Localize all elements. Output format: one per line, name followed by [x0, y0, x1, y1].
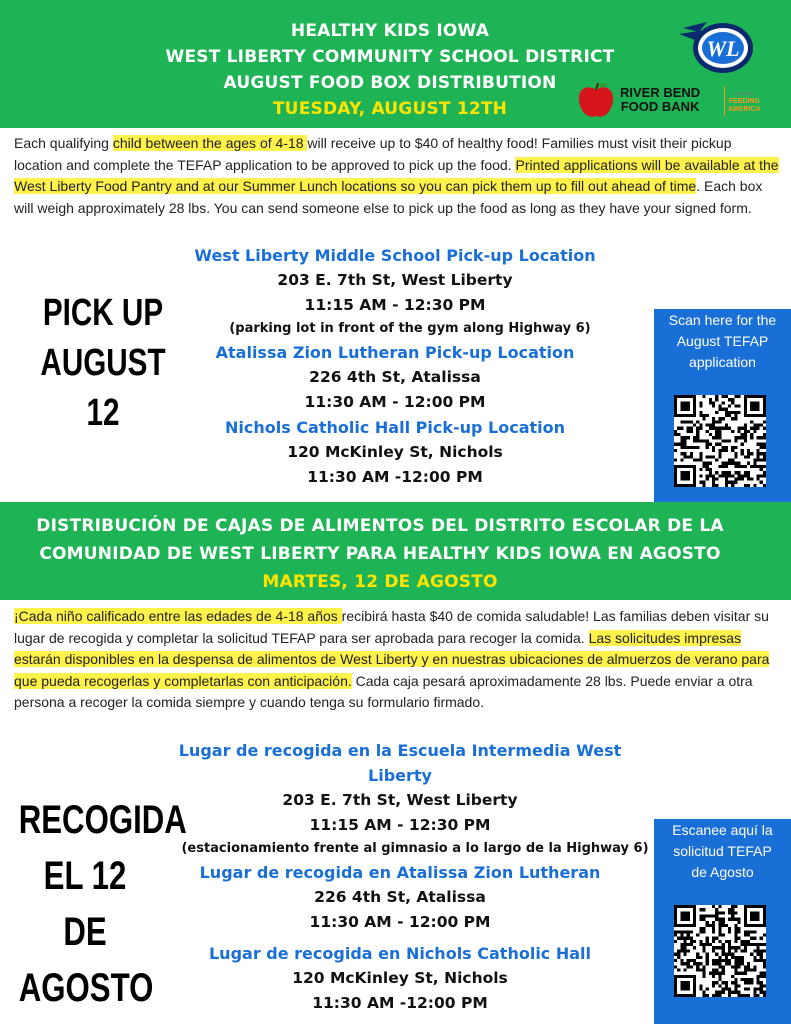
pickup-label-line2: AUGUST 12 — [40, 342, 166, 434]
para-text: recibirá hasta $40 de comida saludable! Las familias deben visitar su lugar de recogida y completar la solicitud TEFAP para ser aprobada para recoger la comida. — [14, 608, 769, 646]
qr-code-icon[interactable] — [674, 395, 766, 487]
food-bank-logo — [576, 78, 776, 122]
pickup-label-line1: PICK UP — [42, 292, 164, 334]
food-bank-name-line1: RIVER BEND — [620, 85, 701, 100]
english-header-banner — [0, 0, 791, 128]
location-name: Atalissa Zion Lutheran Pick-up Location — [215, 343, 575, 362]
location-note: (estacionamiento frente al gimnasio a lo largo de la Highway 6) — [181, 841, 649, 856]
location-time: 11:15 AM - 12:30 PM — [309, 816, 491, 834]
english-info-paragraph — [14, 133, 780, 219]
para-text: . Each box will weigh approximately 28 lbs. You can send someone else to pick up the food as long as they have your signed form. — [14, 178, 763, 216]
location-name: Lugar de recogida en Nichols Catholic Hall — [208, 944, 592, 963]
spanish-qr-panel — [654, 819, 791, 1024]
location-time: 11:30 AM -12:00 PM — [307, 468, 483, 486]
food-bank-name-line2: FOOD BANK — [620, 99, 700, 114]
qr-caption: Scan here for the August TEFAP application — [668, 312, 777, 370]
location-note: (parking lot in front of the gym along Highway 6) — [229, 321, 591, 336]
recogida-label-line2: EL 12 DE — [43, 854, 127, 954]
spanish-info-paragraph — [14, 606, 780, 714]
spanish-header-banner — [0, 502, 791, 600]
apple-icon — [576, 82, 616, 120]
header-date: TUESDAY, AUGUST 12TH — [272, 99, 508, 119]
location-time: 11:30 AM - 12:00 PM — [304, 393, 486, 411]
feeding-america-line2: AMERICA — [728, 106, 761, 113]
location-name: Lugar de recogida en la Escuela Intermedia West Liberty — [178, 741, 622, 785]
location-address: 226 4th St, Atalissa — [314, 888, 486, 906]
location-address: 226 4th St, Atalissa — [309, 368, 481, 386]
location-time: 11:30 AM - 12:00 PM — [309, 913, 491, 931]
header-title-line3: AUGUST FOOD BOX DISTRIBUTION — [223, 73, 557, 93]
header-title-line2: COMUNIDAD DE WEST LIBERTY PARA HEALTHY KIDS IOWA EN AGOSTO — [39, 544, 721, 564]
location-name: Lugar de recogida en Atalissa Zion Lutheran — [199, 863, 601, 882]
english-qr-panel — [654, 309, 791, 502]
para-highlight: child between the ages of 4-18 — [112, 135, 308, 151]
para-text: Each qualifying — [14, 135, 113, 151]
header-title-line2: WEST LIBERTY COMMUNITY SCHOOL DISTRICT — [165, 47, 615, 67]
para-text: Cada caja pesará aproximadamente 28 lbs. Puede enviar a otra persona a recoger la comida siempre y cuando tenga su formulario firmado. — [14, 672, 753, 710]
qr-code-icon[interactable] — [674, 905, 766, 997]
location-address: 120 McKinley St, Nichols — [292, 969, 508, 987]
location-name: West Liberty Middle School Pick-up Location — [194, 246, 596, 265]
feeding-america-line1: FEEDING — [728, 98, 760, 105]
location-address: 203 E. 7th St, West Liberty — [277, 271, 513, 289]
qr-caption: Escanee aquí la solicitud TEFAP de Agosto — [672, 822, 773, 880]
header-title-line1: HEALTHY KIDS IOWA — [290, 21, 490, 41]
location-address: 120 McKinley St, Nichols — [287, 443, 503, 461]
school-logo-icon — [677, 18, 757, 76]
recogida-label-line3: AGOSTO — [18, 966, 154, 1010]
location-address: 203 E. 7th St, West Liberty — [282, 791, 518, 809]
para-highlight: Las solicitudes impresas estarán disponibles en la despensa de alimentos de West Liberty y en nuestras ubicaciones de almuerzos de verano para que pueda recogerlas y completarlas con anticipación. — [14, 629, 770, 689]
location-name: Nichols Catholic Hall Pick-up Location — [224, 418, 565, 437]
recogida-label-line1: RECOGIDA — [18, 798, 187, 842]
recogida-date-label — [18, 792, 187, 1016]
header-date: MARTES, 12 DE AGOSTO — [262, 572, 498, 592]
spanish-locations — [150, 738, 650, 1016]
logo-divider — [724, 86, 725, 116]
para-highlight: ¡Cada niño calificado entre las edades de 4-18 años — [14, 608, 342, 624]
header-title-line1: DISTRIBUCIÓN DE CAJAS DE ALIMENTOS DEL DISTRITO ESCOLAR DE LA — [36, 516, 724, 536]
para-text: will receive up to $40 of healthy food! Families must visit their pickup location and complete the TEFAP application to be approved to pick up the food. — [14, 135, 732, 173]
para-highlight: Printed applications will be available at the West Liberty Food Pantry and at our Summer Lunch locations so you can pick them up to fill out ahead of time — [14, 156, 779, 194]
partner-label: PARTNER — [734, 91, 754, 96]
english-locations — [140, 243, 650, 490]
svg-text:WL: WL — [706, 36, 740, 61]
location-time: 11:15 AM - 12:30 PM — [304, 296, 486, 314]
location-time: 11:30 AM -12:00 PM — [312, 994, 488, 1012]
